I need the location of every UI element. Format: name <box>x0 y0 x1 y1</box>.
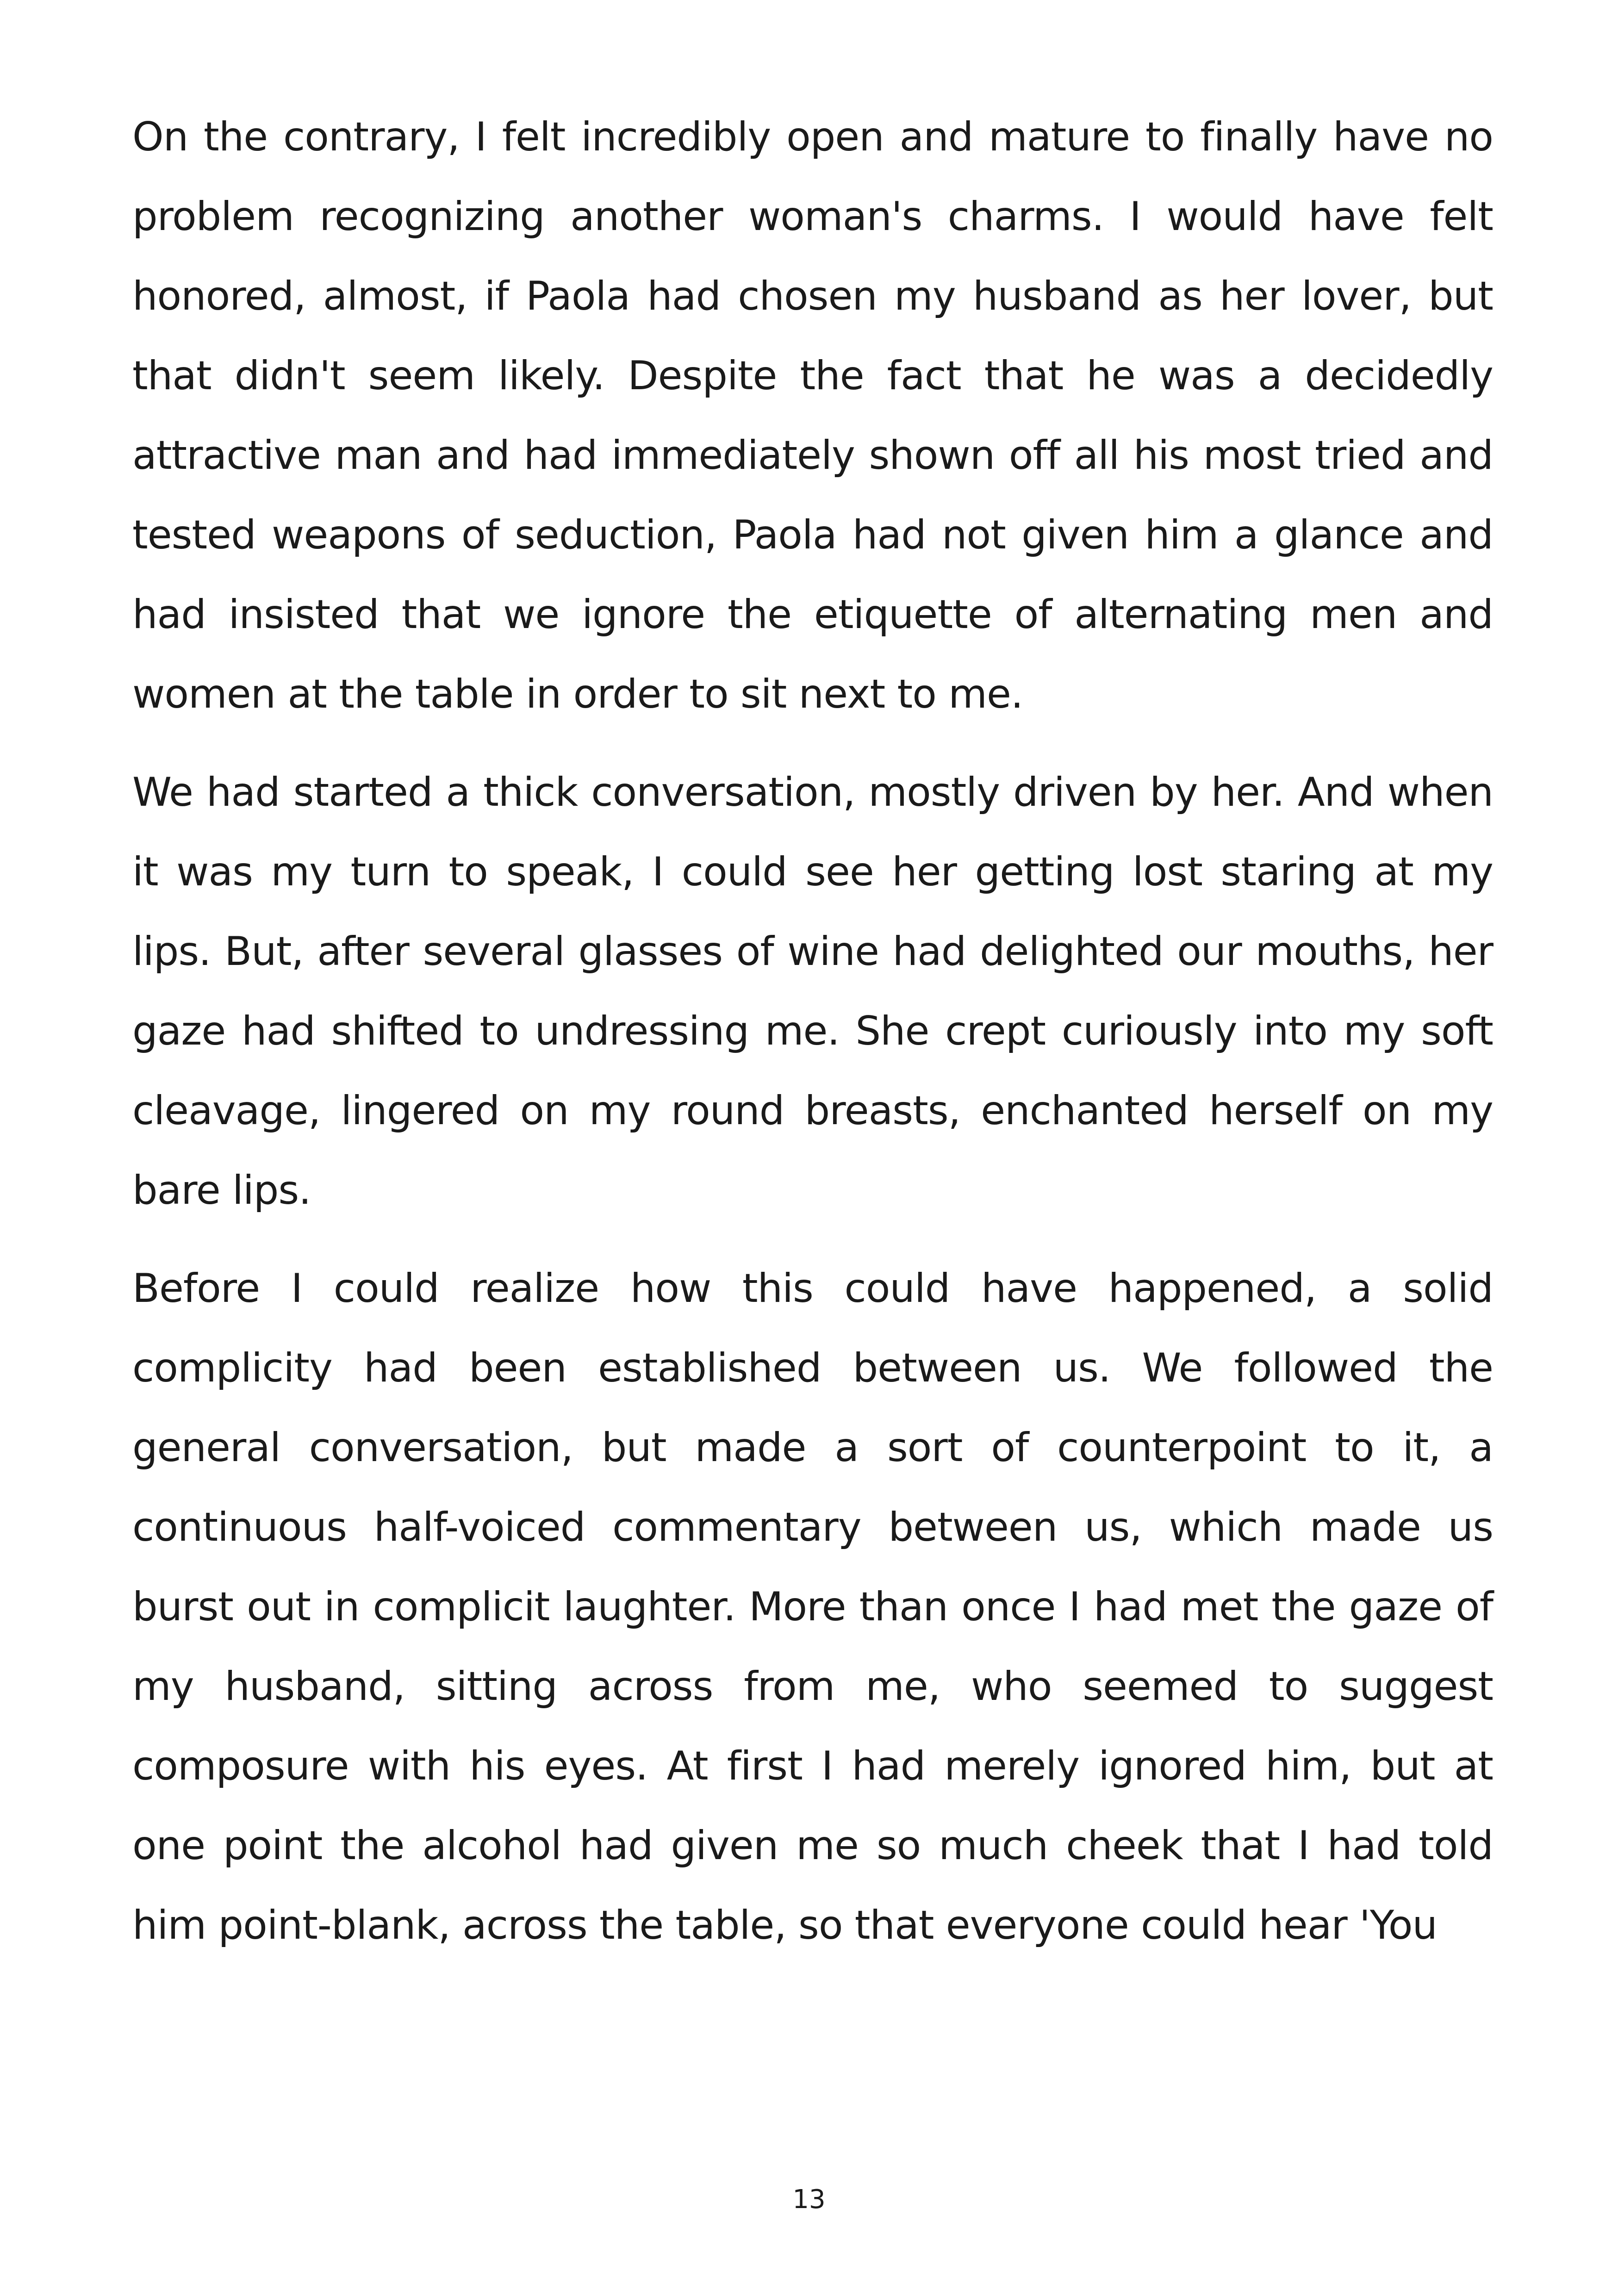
paragraph-3: Before I could realize how this could have happened, a solid complicity had been established between us. We followed the general conversation, but made a sort of counterpoint to it, a continuous half-voiced commentary between us, which made us burst out in complicit laughter. More than once I had met the gaze of my husband, sitting across from me, who seemed to suggest composure with his eyes. At first I had merely ignored him, but at one point the alcohol had given me so much cheek that I had told him point-blank, across the table, so that everyone could hear 'You <box>132 1265 1493 1948</box>
body-text <box>132 97 1493 1984</box>
paragraph-2: We had started a thick conversation, mostly driven by her. And when it was my turn to speak, I could see her getting lost staring at my lips. But, after several glasses of wine had delighted our mouths, her gaze had shifted to undressing me. She crept curiously into my soft cleavage, lingered on my round breasts, enchanted herself on my bare lips. <box>132 769 1493 1213</box>
page-number: 13 <box>792 2184 826 2215</box>
paragraph-1: On the contrary, I felt incredibly open and mature to finally have no problem recognizing another woman's charms. I would have felt honored, almost, if Paola had chosen my husband as her lover, but that didn't seem likely. Despite the fact that he was a decidedly attractive man and had immediately shown off all his most tried and tested weapons of seduction, Paola had not given him a glance and had insisted that we ignore the etiquette of alternating men and women at the table in order to sit next to me. <box>132 114 1493 717</box>
